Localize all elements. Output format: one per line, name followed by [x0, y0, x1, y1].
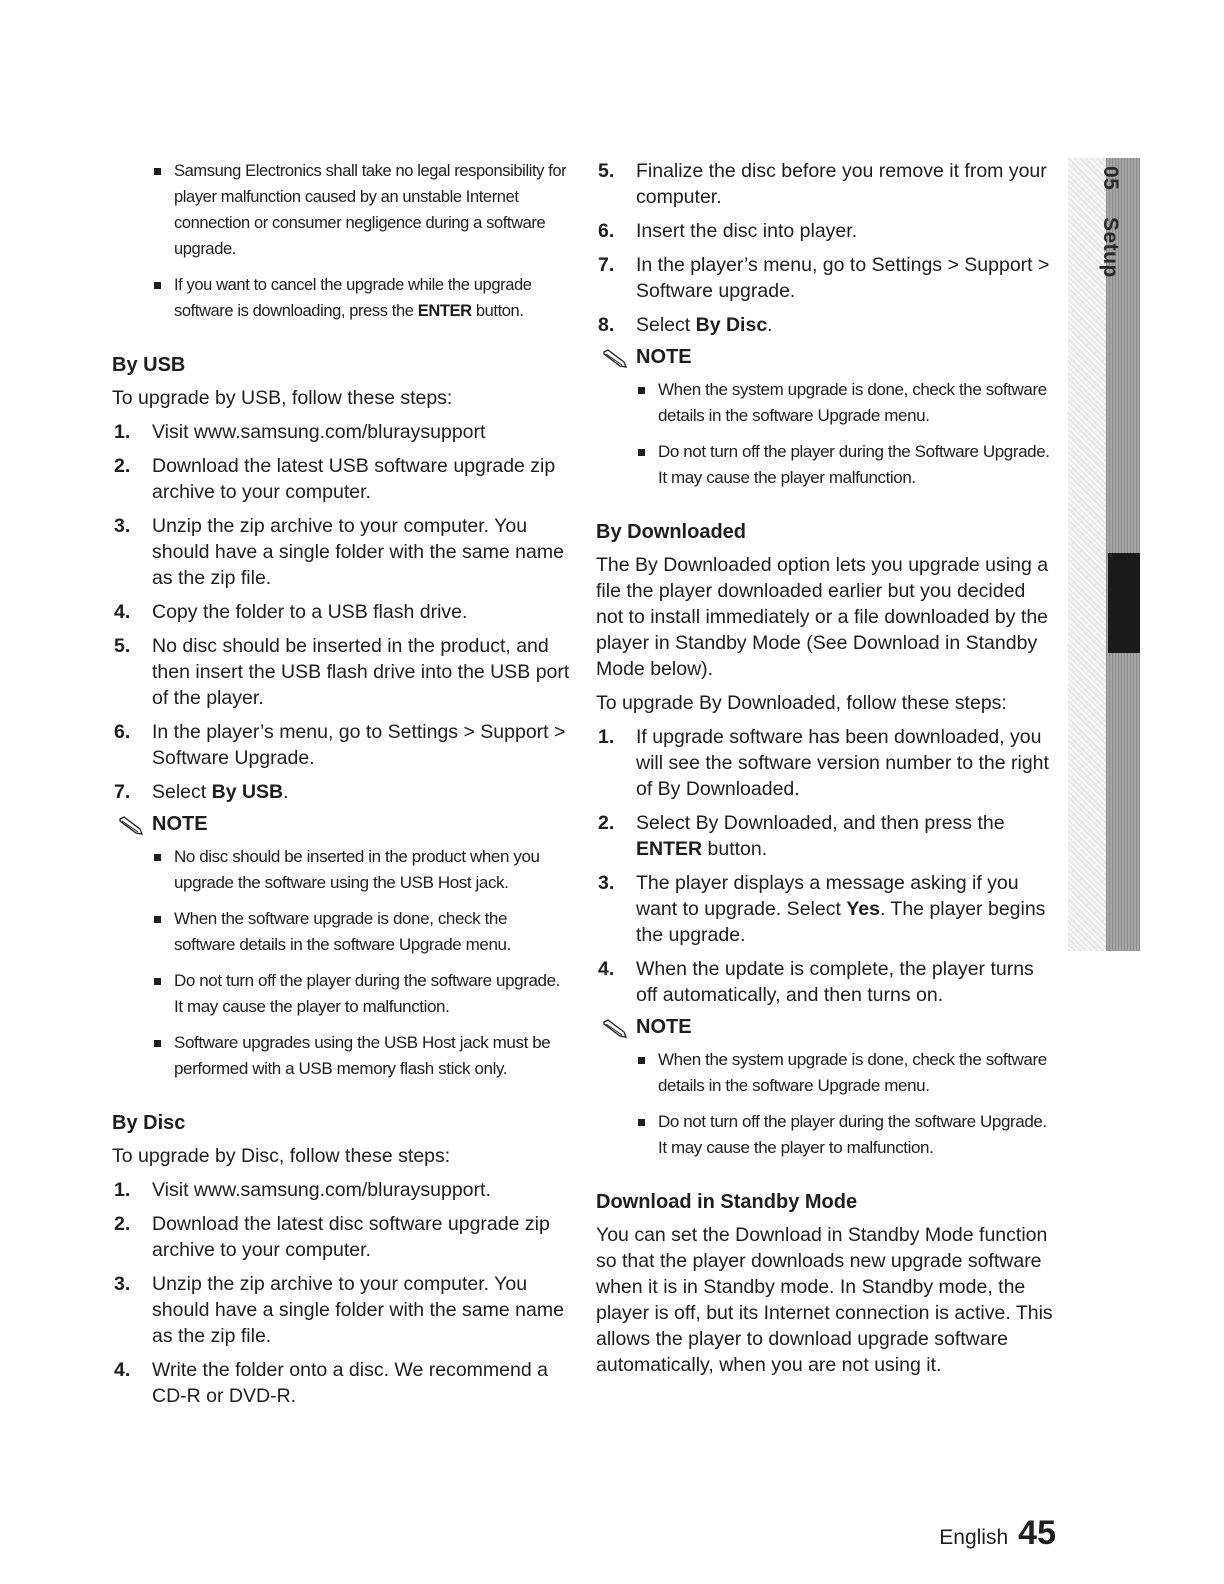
side-tab-marker: [1108, 553, 1140, 653]
standby-description: You can set the Download in Standby Mode function so that the player downloads new upgrade software when it is in Standby mode. In Standby mode, the player is off, but its Internet connection is active. This allows the player to download upgrade software automatically, when you are not using it.: [596, 1224, 1053, 1376]
step-item: 1. If upgrade software has been downloaded, you will see the software version number to the right of By Downloaded.: [598, 726, 1049, 800]
pencil-note-icon: [118, 815, 144, 835]
right-column: [596, 158, 1056, 1386]
note-heading: NOTE: [118, 813, 572, 836]
note-item: Software upgrades using the USB Host jack must be performed with a USB memory flash stick only.: [150, 1030, 572, 1082]
footer-language: English: [939, 1526, 1009, 1549]
note-item: Do not turn off the player during the Software Upgrade. It may cause the player malfunction.: [634, 439, 1056, 491]
chapter-title: Setup: [1099, 217, 1122, 278]
step-item: 6. Insert the disc into player.: [598, 220, 858, 242]
step-item: 4. Copy the folder to a USB flash drive.: [114, 601, 468, 623]
chapter-label: [1098, 166, 1122, 278]
note-item: No disc should be inserted in the product when you upgrade the software using the USB Host jack.: [150, 844, 572, 896]
note-item: Do not turn off the player during the software Upgrade. It may cause the player to malfunction.: [634, 1109, 1056, 1161]
by-disc-heading: By Disc: [112, 1112, 186, 1134]
step-item: 4. When the update is complete, the player turns off automatically, and then turns on.: [598, 958, 1034, 1006]
page-footer: [939, 1514, 1056, 1553]
note-item: When the system upgrade is done, check the software details in the software Upgrade menu.: [634, 377, 1056, 429]
step-item: 2. Download the latest USB software upgrade zip archive to your computer.: [114, 455, 556, 503]
top-note: Samsung Electronics shall take no legal responsibility for player malfunction caused by an unstable Internet connection or consumer negligence during a software upgrade.: [150, 158, 572, 262]
step-item: 1. Visit www.samsung.com/bluraysupport: [114, 421, 486, 443]
note-heading: NOTE: [602, 346, 1056, 369]
left-column: [112, 158, 572, 1417]
by-usb-notes: [150, 844, 572, 1082]
step-item: 2. Select By Downloaded, and then press the ENTER button.: [598, 812, 1005, 860]
by-downloaded-notes: [634, 1047, 1056, 1161]
step-item: 4. Write the folder onto a disc. We recommend a CD-R or DVD-R.: [114, 1359, 548, 1407]
step-item: 2. Download the latest disc software upgrade zip archive to your computer.: [114, 1213, 550, 1261]
page-number: 45: [1018, 1514, 1056, 1552]
step-item: 5. No disc should be inserted in the product, and then insert the USB flash drive into the USB port of the player.: [114, 635, 570, 709]
step-item: 5. Finalize the disc before you remove it from your computer.: [598, 160, 1047, 208]
step-item: 8. Select By Disc.: [598, 314, 773, 336]
by-disc-steps-continued: [596, 158, 1056, 338]
by-usb-intro: To upgrade by USB, follow these steps:: [112, 387, 453, 409]
by-disc-intro: To upgrade by Disc, follow these steps:: [112, 1145, 451, 1167]
step-item: 3. Unzip the zip archive to your computer. You should have a single folder with the same name as the zip file.: [114, 515, 564, 589]
pencil-note-icon: [602, 1018, 628, 1038]
by-disc-steps: [112, 1177, 572, 1409]
step-item: 6. In the player’s menu, go to Settings > Support > Software Upgrade.: [114, 721, 566, 769]
top-note: If you want to cancel the upgrade while the upgrade software is downloading, press the ENTER button.: [150, 272, 572, 324]
by-usb-heading: By USB: [112, 354, 186, 376]
step-item: 7. Select By USB.: [114, 781, 289, 803]
note-item: When the system upgrade is done, check the software details in the software Upgrade menu.: [634, 1047, 1056, 1099]
step-item: 3. The player displays a message asking if you want to upgrade. Select Yes. The player begins the upgrade.: [598, 872, 1046, 946]
note-item: Do not turn off the player during the software upgrade. It may cause the player to malfunction.: [150, 968, 572, 1020]
by-downloaded-steps: [596, 724, 1056, 1008]
by-usb-steps: [112, 419, 572, 805]
pencil-note-icon: [602, 348, 628, 368]
step-item: 1. Visit www.samsung.com/bluraysupport.: [114, 1179, 491, 1201]
step-item: 3. Unzip the zip archive to your computer. You should have a single folder with the same name as the zip file.: [114, 1273, 564, 1347]
by-downloaded-heading: By Downloaded: [596, 521, 747, 543]
step-item: 7. In the player’s menu, go to Settings > Support > Software upgrade.: [598, 254, 1050, 302]
standby-heading: Download in Standby Mode: [596, 1191, 858, 1213]
chapter-number: 05: [1099, 166, 1122, 191]
by-downloaded-description: The By Downloaded option lets you upgrade using a file the player downloaded earlier but you decided not to install immediately or a file downloaded by the player in Standby Mode (See Download in Standby Mode below).: [596, 554, 1049, 680]
note-item: When the software upgrade is done, check the software details in the software Upgrade menu.: [150, 906, 572, 958]
by-downloaded-intro: To upgrade By Downloaded, follow these steps:: [596, 692, 1007, 714]
note-heading: NOTE: [602, 1016, 1056, 1039]
by-disc-notes: [634, 377, 1056, 491]
top-notes: [150, 158, 572, 324]
